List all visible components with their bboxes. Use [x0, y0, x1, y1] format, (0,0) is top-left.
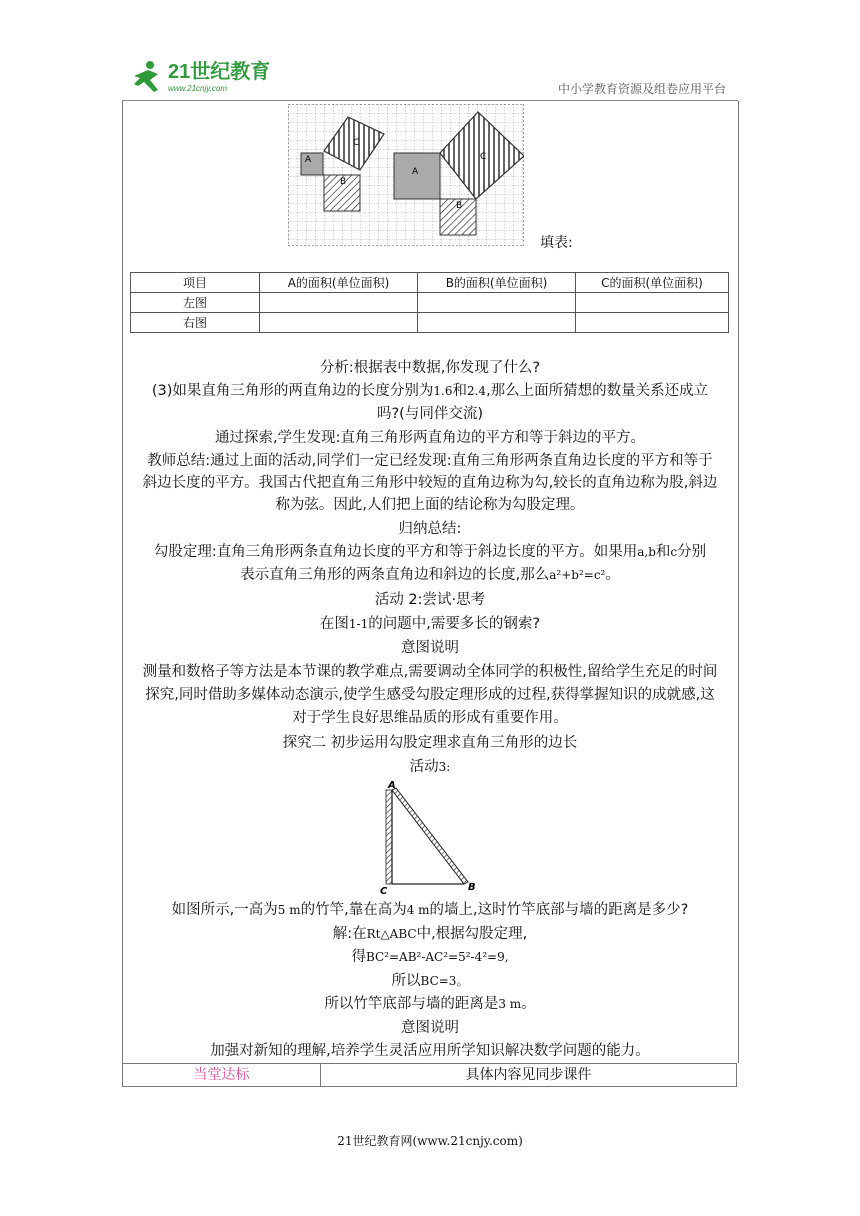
label-a-right: A — [412, 167, 419, 177]
grid-figure — [288, 104, 524, 246]
summary-title: 归纳总结: — [398, 521, 462, 537]
site-logo — [128, 56, 288, 98]
bamboo-figure — [376, 778, 486, 898]
teacher-summary-3: 称为弦。因此,人们把上面的结论称为勾股定理。 — [275, 497, 585, 513]
table-row — [131, 313, 729, 333]
theorem-line-2: 表示直角三角形的两条直角边和斜边的长度,那么a²+b²=c²。 — [240, 567, 620, 583]
practice-content: 具体内容见同步课件 — [465, 1067, 592, 1083]
table-cell[interactable] — [260, 313, 418, 333]
question-3: (3)如果直角三角形的两直角边的长度分别为1.6和2.4,那么上面所猜想的数量关系还成立 — [151, 383, 709, 399]
analysis-line: 分析:根据表中数据,你发现了什么? — [319, 360, 541, 376]
practice-label[interactable]: 当堂达标 — [123, 1064, 321, 1086]
table-header: C的面积(单位面积) — [576, 273, 729, 293]
intent-2-line-1: 加强对新知的理解,培养学生灵活应用所学知识解决数学问题的能力。 — [210, 1043, 650, 1059]
figure-question: 在图1-1的问题中,需要多长的钢索? — [319, 616, 541, 632]
question-3-cont: 吗?(与同伴交流) — [376, 406, 483, 422]
header-tagline: 中小学教育资源及组卷应用平台 — [557, 82, 726, 96]
table-cell: 右图 — [131, 313, 260, 333]
logo-url: www.21cnjy.com — [168, 84, 227, 93]
intent-1-line-2: 探究,同时借助多媒体动态演示,使学生感受勾股定理形成的过程,获得掌握知识的成就感,这 — [145, 687, 715, 703]
fill-table-label: 填表: — [540, 235, 573, 251]
table-row — [131, 293, 729, 313]
table-cell[interactable] — [576, 293, 729, 313]
intent-title-2: 意图说明 — [401, 1020, 459, 1036]
intent-1-line-1: 测量和数格子等方法是本节课的教学难点,需要调动全体同学的积极性,留给学生充足的时间 — [142, 664, 718, 680]
bamboo-problem: 如图所示,一高为5 m的竹竿,靠在高为4 m的墙上,这时竹竿底部与墙的距离是多少? — [171, 902, 689, 918]
label-c-left: C — [353, 138, 360, 148]
teacher-summary-1: 教师总结:通过上面的活动,同学们一定已经发现:直角三角形两条直角边长度的平方和等于 — [147, 453, 713, 469]
solution-line-1: 解:在Rt△ABC中,根据勾股定理, — [332, 926, 528, 942]
table-header: 项目 — [131, 273, 260, 293]
intent-title-1: 意图说明 — [401, 640, 459, 656]
label-a: A — [388, 780, 396, 791]
practice-row — [122, 1063, 737, 1087]
table-cell[interactable] — [418, 313, 576, 333]
theorem-formula: a²+b²=c² — [549, 568, 606, 582]
table-cell[interactable] — [576, 313, 729, 333]
table-cell[interactable] — [418, 293, 576, 313]
table-header: B的面积(单位面积) — [418, 273, 576, 293]
explore-2-title: 探究二 初步运用勾股定理求直角三角形的边长 — [282, 735, 578, 751]
table-cell[interactable] — [260, 293, 418, 313]
label-a-left: A — [305, 155, 312, 165]
label-b: B — [468, 882, 476, 893]
solution-line-3: 所以BC=3。 — [391, 973, 469, 989]
table-header: A的面积(单位面积) — [260, 273, 418, 293]
label-c: C — [380, 886, 388, 897]
label-c-right: C — [480, 152, 487, 162]
table-header-row — [131, 273, 729, 293]
intent-1-line-3: 对于学生良好思维品质的形成有重要作用。 — [292, 710, 568, 726]
activity-2-title: 活动 2:尝试·思考 — [374, 592, 486, 608]
solution-line-2: 得BC²=AB²-AC²=5²-4²=9, — [351, 949, 509, 965]
theorem-line-1: 勾股定理:直角三角形两条直角边长度的平方和等于斜边长度的平方。如果用a,b和c分别 — [153, 544, 707, 560]
table-cell: 左图 — [131, 293, 260, 313]
label-b-right: B — [456, 201, 463, 211]
page-footer: 21世纪教育网(www.21cnjy.com) — [337, 1134, 523, 1148]
logo-text: 21世纪教育 — [168, 61, 271, 83]
area-table — [130, 272, 729, 333]
teacher-summary-2: 斜边长度的平方。我国古代把直角三角形中较短的直角边称为勾,较长的直角边称为股,斜边 — [142, 475, 718, 491]
activity-3-title: 活动3: — [409, 759, 451, 775]
label-b-left: B — [340, 177, 347, 187]
discover-line: 通过探索,学生发现:直角三角形两直角边的平方和等于斜边的平方。 — [215, 430, 645, 446]
solution-line-4: 所以竹竿底部与墙的距离是3 m。 — [324, 996, 536, 1012]
